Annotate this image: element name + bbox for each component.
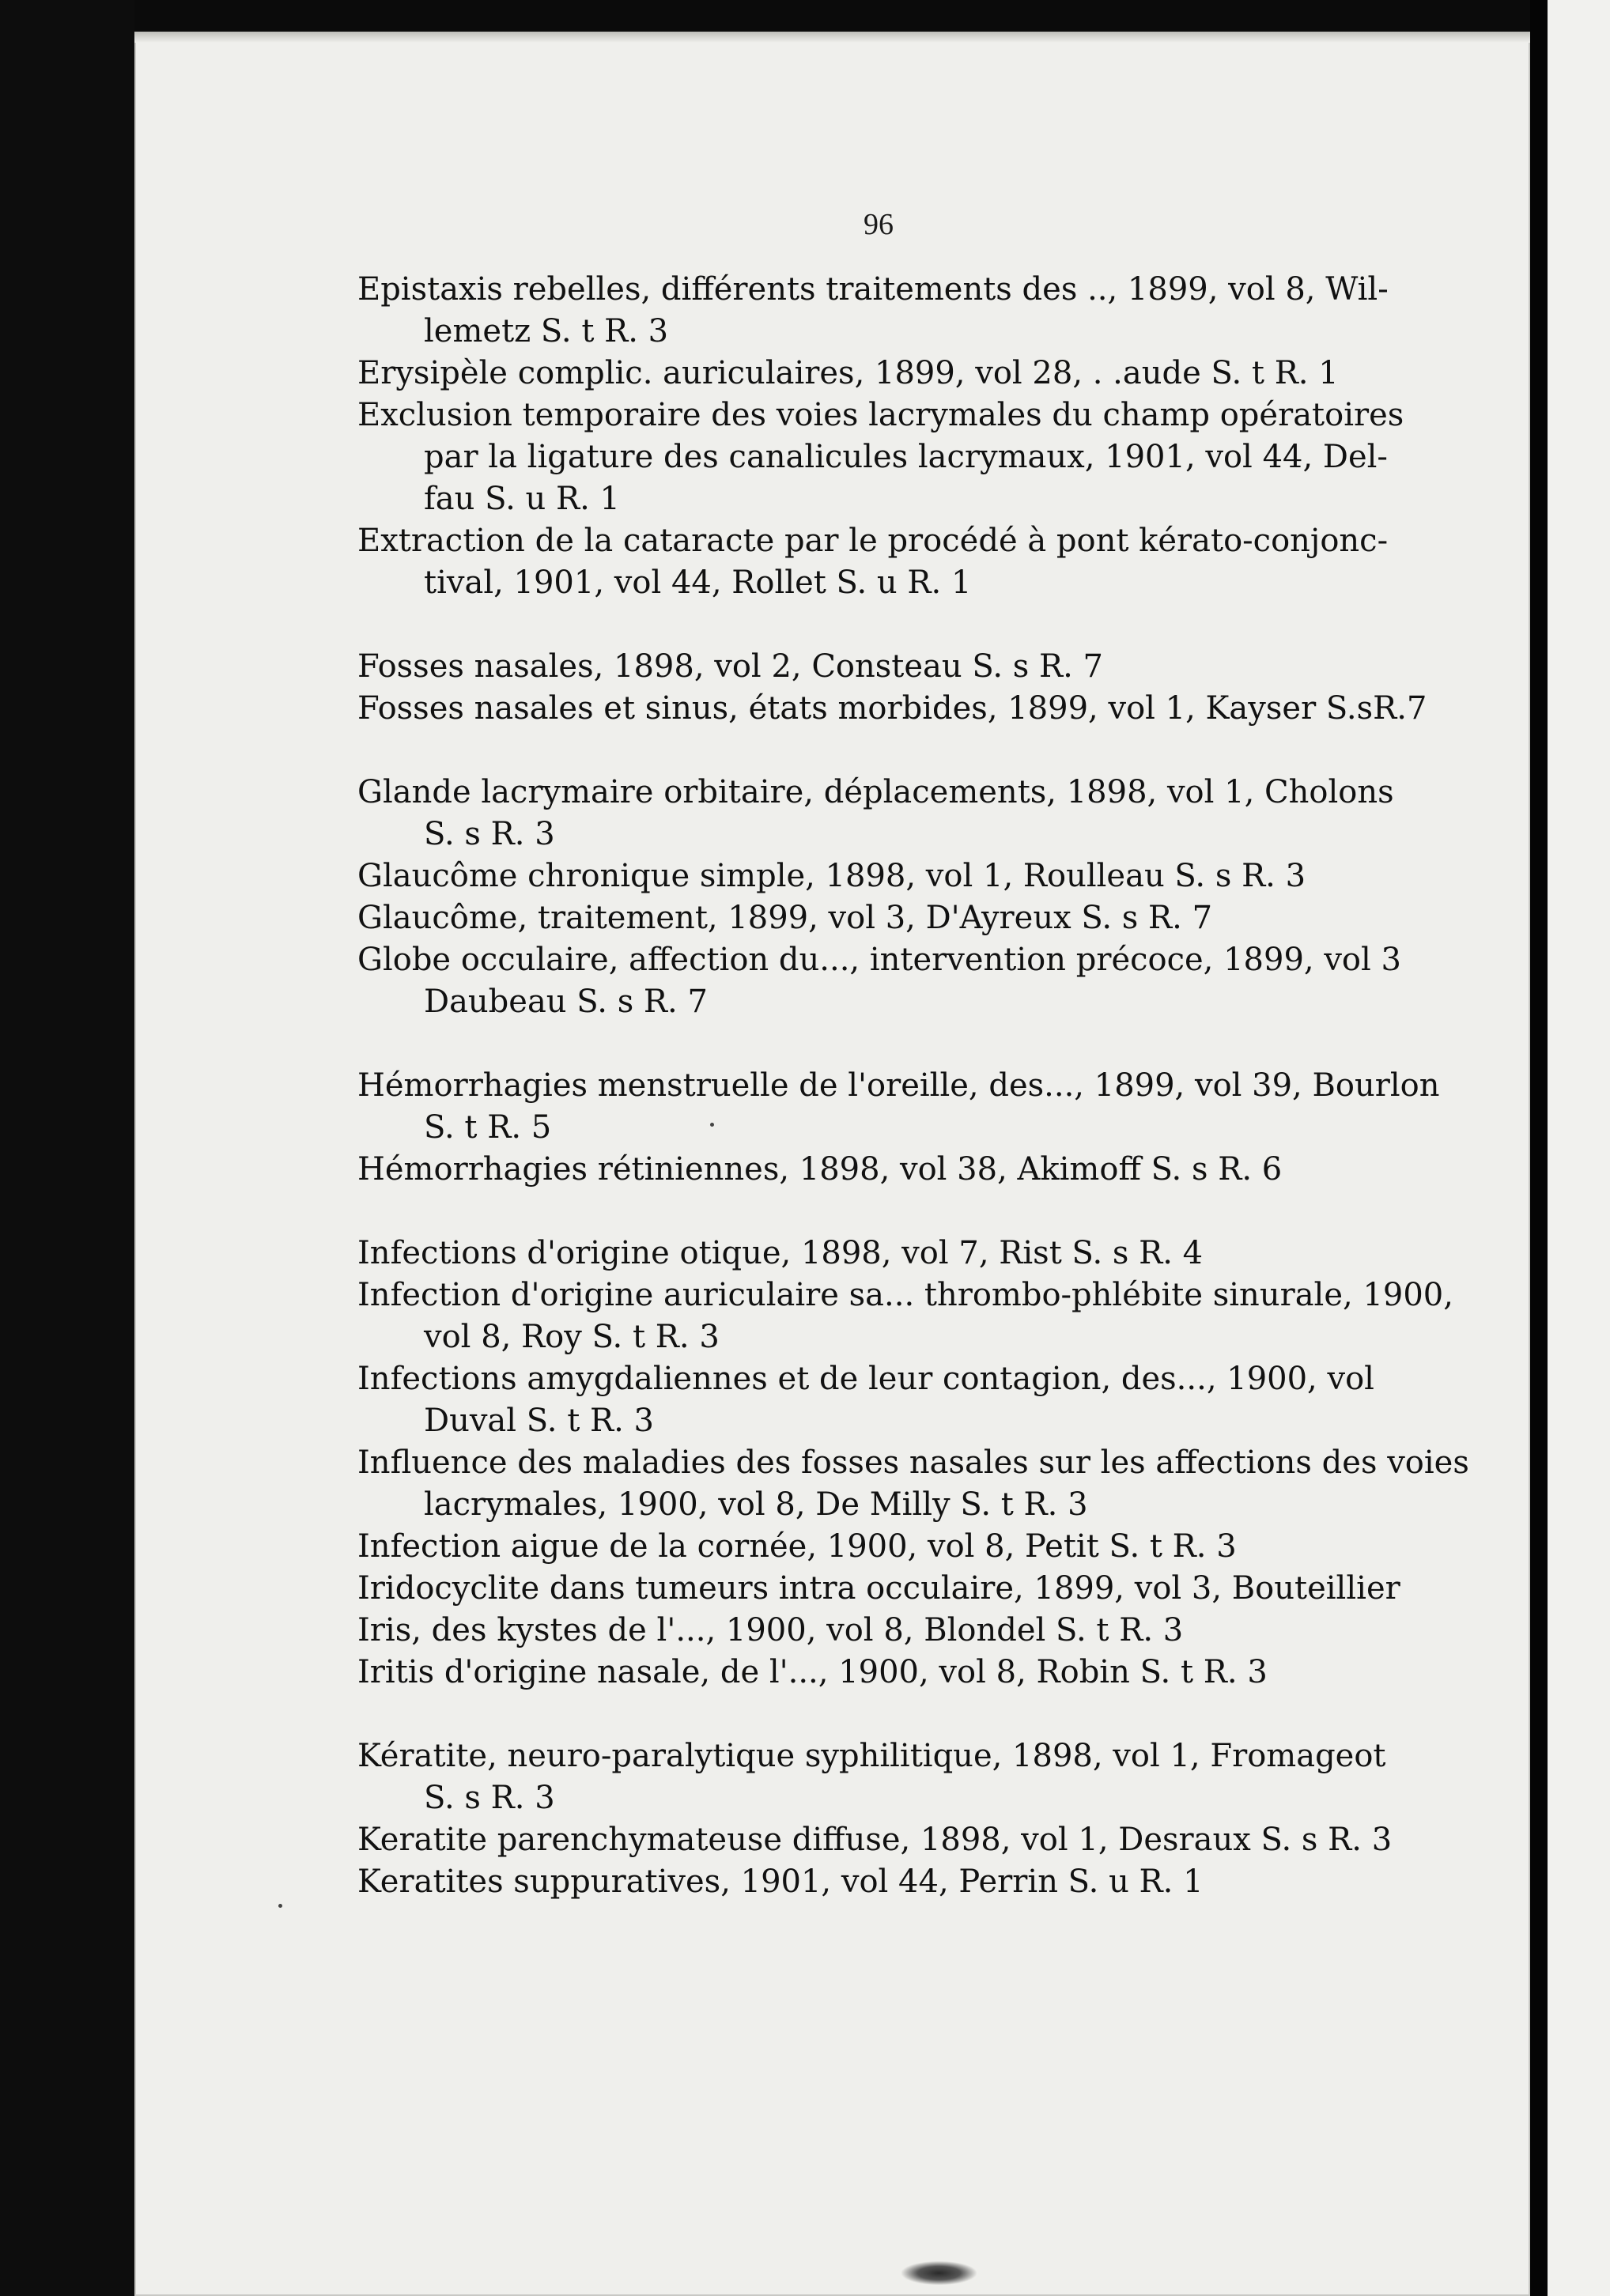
index-entry [357,1275,1480,1358]
index-entry-list [357,269,1480,1903]
index-entry-text: Kératite, neuro-paralytique syphilitique, 1898, vol 1, Fromageot [357,1738,1386,1774]
index-entry [357,1149,1480,1191]
page-gutter [1530,0,1548,2296]
index-entry [357,1065,1480,1149]
page-number: 96 [864,208,894,241]
index-entry [357,688,1480,730]
index-entry-continuation: Daubeau S. s R. 7 [424,984,708,1020]
scanner-mark [901,2261,977,2285]
index-entry-text: Keratites suppuratives, 1901, vol 44, Perrin S. u R. 1 [357,1864,1204,1900]
index-entry-text: Iris, des kystes de l'..., 1900, vol 8, Blondel S. t R. 3 [357,1612,1184,1648]
index-entry [357,1652,1480,1694]
index-entry [357,1568,1480,1610]
facing-page-edge [1548,0,1610,2296]
page-edge [134,32,1530,43]
index-entry-continuation: S. s R. 3 [424,816,555,852]
paper-speck [710,1123,714,1127]
scan-border-left [0,0,134,2296]
index-entry [357,269,1480,353]
index-entry [357,1735,1480,1819]
index-entry-text: Hémorrhagies menstruelle de l'oreille, des..., 1899, vol 39, Bourlon [357,1067,1440,1104]
index-entry-continuation: tival, 1901, vol 44, Rollet S. u R. 1 [424,565,972,601]
index-entry [357,353,1480,395]
index-entry-continuation: fau S. u R. 1 [424,481,621,517]
index-entry-text: Exclusion temporaire des voies lacrymales du champ opératoires [357,397,1404,433]
index-entry [357,897,1480,939]
paper-speck [278,1904,282,1908]
index-entry [357,1442,1480,1526]
index-entry [357,1526,1480,1568]
index-entry-text: Erysipèle complic. auriculaires, 1899, vol 28, . .aude S. t R. 1 [357,355,1339,391]
index-entry [357,1233,1480,1275]
index-entry [357,1819,1480,1861]
index-entry-continuation: par la ligature des canalicules lacrymaux, 1901, vol 44, Del- [424,439,1388,475]
index-entry-text: Infection d'origine auriculaire sa... thrombo-phlébite sinurale, 1900, [357,1277,1453,1313]
index-entry-continuation: lemetz S. t R. 3 [424,313,669,349]
index-entry-text: Fosses nasales et sinus, états morbides, 1899, vol 1, Kayser S.sR.7 [357,690,1427,727]
index-entry [357,395,1480,520]
index-entry-text: Glaucôme, traitement, 1899, vol 3, D'Ayreux S. s R. 7 [357,900,1213,936]
index-entry-text: Globe occulaire, affection du..., intervention précoce, 1899, vol 3 [357,942,1401,978]
index-entry-text: Epistaxis rebelles, différents traitements des .., 1899, vol 8, Wil- [357,271,1389,308]
index-entry [357,1610,1480,1652]
index-entry [357,646,1480,688]
index-entry [357,772,1480,855]
index-entry [357,1358,1480,1442]
index-entry-text: Infections d'origine otique, 1898, vol 7, Rist S. s R. 4 [357,1235,1204,1271]
index-entry-continuation: S. s R. 3 [424,1780,555,1816]
index-entry-continuation: S. t R. 5 [424,1109,552,1146]
index-entry-continuation: lacrymales, 1900, vol 8, De Milly S. t R. 3 [424,1486,1088,1523]
index-entry-text: Iritis d'origine nasale, de l'..., 1900, vol 8, Robin S. t R. 3 [357,1654,1268,1690]
index-entry-text: Hémorrhagies rétiniennes, 1898, vol 38, Akimoff S. s R. 6 [357,1151,1283,1188]
index-entry-continuation: Duval S. t R. 3 [424,1403,654,1439]
index-entry [357,939,1480,1023]
index-entry-text: Infection aigue de la cornée, 1900, vol 8, Petit S. t R. 3 [357,1528,1237,1565]
index-entry-text: Glaucôme chronique simple, 1898, vol 1, Roulleau S. s R. 3 [357,858,1306,894]
index-entry [357,855,1480,897]
index-entry [357,520,1480,604]
index-entry-text: Influence des maladies des fosses nasales sur les affections des voies [357,1444,1469,1481]
index-entry-text: Iridocyclite dans tumeurs intra occulaire, 1899, vol 3, Bouteillier [357,1570,1400,1607]
index-entry-text: Keratite parenchymateuse diffuse, 1898, vol 1, Desraux S. s R. 3 [357,1822,1393,1858]
index-entry-text: Infections amygdaliennes et de leur contagion, des..., 1900, vol [357,1361,1374,1397]
index-entry-text: Fosses nasales, 1898, vol 2, Consteau S. s R. 7 [357,648,1104,685]
index-entry-continuation: vol 8, Roy S. t R. 3 [424,1319,720,1355]
index-entry-text: Glande lacrymaire orbitaire, déplacements, 1898, vol 1, Cholons [357,774,1394,810]
index-entry-text: Extraction de la cataracte par le procédé à pont kérato-conjonc- [357,523,1389,559]
index-entry [357,1861,1480,1903]
